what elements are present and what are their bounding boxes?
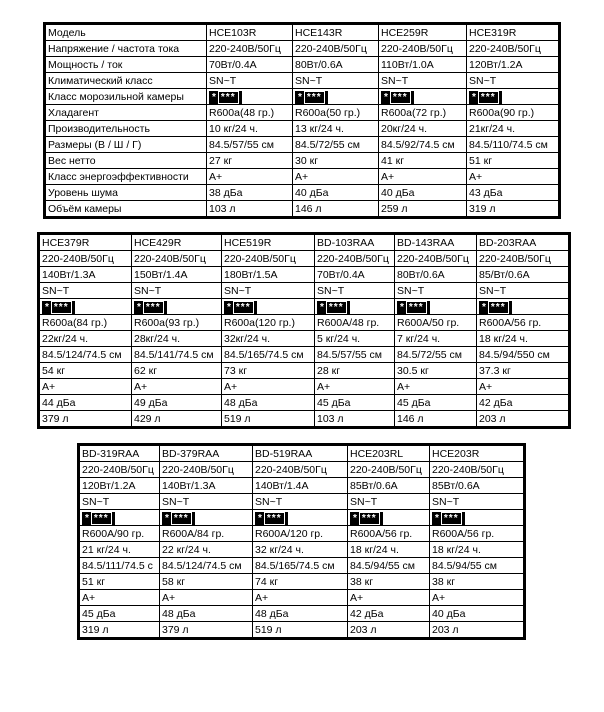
freezer-class-badge: [253, 510, 348, 526]
spec-cell: 21 кг/24 ч.: [79, 542, 160, 558]
row-label: Вес нетто: [45, 153, 207, 169]
spec-cell: 85Вт/0.6А: [348, 478, 430, 494]
spec-cell: 42 дБа: [477, 395, 570, 411]
freezer-class-badge: [348, 510, 430, 526]
spec-cell: SN~T: [253, 494, 348, 510]
spec-cell: A+: [79, 590, 160, 606]
spec-cell: R600A/56 гр.: [477, 315, 570, 331]
spec-cell: 32 кг/24 ч.: [253, 542, 348, 558]
table-row: [45, 73, 560, 89]
spec-cell: 319 л: [467, 201, 560, 218]
freezer-class-badge: [430, 510, 525, 526]
freezer-class-badge: [39, 299, 132, 315]
freezer-class-badge: [395, 299, 477, 315]
table-row: [79, 590, 525, 606]
spec-cell: R600A/56 гр.: [430, 526, 525, 542]
spec-cell: R600a(90 гр.): [467, 105, 560, 121]
row-label: Напряжение / частота тока: [45, 41, 207, 57]
spec-cell: 22 кг/24 ч.: [160, 542, 253, 558]
spec-cell: 13 кг/24 ч.: [293, 121, 379, 137]
spec-cell: 45 дБа: [315, 395, 395, 411]
table-row: [45, 89, 560, 105]
spec-cell: 22кг/24 ч.: [39, 331, 132, 347]
table-row: [45, 153, 560, 169]
spec-cell: 48 дБа: [253, 606, 348, 622]
spec-cell: 45 дБа: [79, 606, 160, 622]
spec-cell: 20кг/24 ч.: [379, 121, 467, 137]
spec-cell: 220-240В/50Гц: [160, 462, 253, 478]
spec-cell: SN~T: [430, 494, 525, 510]
spec-cell: SN~T: [207, 73, 293, 89]
spec-cell: 18 кг/24 ч.: [430, 542, 525, 558]
spec-cell: 85/Вт/0.6А: [477, 267, 570, 283]
spec-cell: 84.5/94/550 см: [477, 347, 570, 363]
spec-cell: 85Вт/0.6А: [430, 478, 525, 494]
spec-cell: SN~T: [132, 283, 222, 299]
spec-cell: A+: [160, 590, 253, 606]
table-row: [39, 411, 570, 428]
row-label: Мощность / ток: [45, 57, 207, 73]
spec-cell: HCE143R: [293, 24, 379, 41]
spec-cell: 30 кг: [293, 153, 379, 169]
spec-cell: 379 л: [160, 622, 253, 639]
spec-cell: 18 кг/24 ч.: [348, 542, 430, 558]
spec-cell: A+: [395, 379, 477, 395]
spec-cell: 220-240В/50Гц: [79, 462, 160, 478]
freezer-star-icon: * ***: [134, 301, 167, 314]
spec-cell: R600A/50 гр.: [395, 315, 477, 331]
row-label: Класс энергоэффективности: [45, 169, 207, 185]
table-row: [45, 105, 560, 121]
spec-cell: 84.5/72/55 см: [395, 347, 477, 363]
spec-cell: 38 дБа: [207, 185, 293, 201]
spec-cell: 41 кг: [379, 153, 467, 169]
spec-cell: 84.5/141/74.5 см: [132, 347, 222, 363]
spec-cell: 84.5/57/55 см: [207, 137, 293, 153]
freezer-star-icon: * ***: [350, 512, 383, 525]
spec-cell: 84.5/57/55 см: [315, 347, 395, 363]
table-row: [45, 41, 560, 57]
spec-cell: HCE319R: [467, 24, 560, 41]
spec-cell: 84.5/110/74.5 см: [467, 137, 560, 153]
spec-cell: 220-240В/50Гц: [395, 251, 477, 267]
freezer-star-icon: * ***: [255, 512, 288, 525]
spec-cell: R600a(50 гр.): [293, 105, 379, 121]
freezer-star-icon: * ***: [432, 512, 465, 525]
spec-cell: R600A/56 гр.: [348, 526, 430, 542]
spec-cell: 54 кг: [39, 363, 132, 379]
spec-cell: 62 кг: [132, 363, 222, 379]
spec-cell: 84.5/92/74.5 см: [379, 137, 467, 153]
spec-cell: 40 дБа: [430, 606, 525, 622]
spec-cell: 45 дБа: [395, 395, 477, 411]
freezer-star-icon: * ***: [209, 91, 242, 104]
spec-cell: 220-240В/50Гц: [222, 251, 315, 267]
spec-cell: HCE429R: [132, 234, 222, 251]
row-label: Размеры (В / Ш / Г): [45, 137, 207, 153]
spec-cell: 146 л: [293, 201, 379, 218]
spec-cell: BD-519RAA: [253, 445, 348, 462]
spec-cell: R600A/48 гр.: [315, 315, 395, 331]
row-label: Объём камеры: [45, 201, 207, 218]
spec-cell: 32кг/24 ч.: [222, 331, 315, 347]
spec-cell: A+: [207, 169, 293, 185]
table-row: [79, 445, 525, 462]
spec-cell: SN~T: [467, 73, 560, 89]
spec-cell: 38 кг: [430, 574, 525, 590]
spec-cell: 48 дБа: [222, 395, 315, 411]
spec-cell: 429 л: [132, 411, 222, 428]
table-row: [79, 478, 525, 494]
spec-cell: R600a(93 гр.): [132, 315, 222, 331]
spec-cell: HCE379R: [39, 234, 132, 251]
spec-cell: 103 л: [315, 411, 395, 428]
table-row: [79, 494, 525, 510]
spec-cell: 203 л: [348, 622, 430, 639]
spec-cell: 80Вт/0.6А: [293, 57, 379, 73]
spec-cell: 70Вт/0.4А: [207, 57, 293, 73]
spec-cell: 74 кг: [253, 574, 348, 590]
spec-cell: 44 дБа: [39, 395, 132, 411]
spec-cell: 140Вт/1.3А: [160, 478, 253, 494]
spec-cell: 21кг/24 ч.: [467, 121, 560, 137]
spec-cell: 84.5/165/74.5 см: [253, 558, 348, 574]
table-row: [45, 121, 560, 137]
freezer-star-icon: * ***: [397, 301, 430, 314]
table-row: [79, 558, 525, 574]
spec-cell: 220-240В/50Гц: [293, 41, 379, 57]
spec-cell: BD-203RAA: [477, 234, 570, 251]
spec-cell: 42 дБа: [348, 606, 430, 622]
table-row: [45, 57, 560, 73]
spec-cell: A+: [315, 379, 395, 395]
freezer-star-icon: * ***: [82, 512, 115, 525]
spec-cell: 84.5/72/55 см: [293, 137, 379, 153]
spec-cell: 203 л: [477, 411, 570, 428]
spec-cell: 5 кг/24 ч.: [315, 331, 395, 347]
freezer-class-badge: [222, 299, 315, 315]
table-row: [45, 137, 560, 153]
spec-cell: 10 кг/24 ч.: [207, 121, 293, 137]
spec-cell: BD-143RAA: [395, 234, 477, 251]
spec-cell: 220-240В/50Гц: [430, 462, 525, 478]
spec-cell: 51 кг: [79, 574, 160, 590]
freezer-class-badge: [467, 89, 560, 105]
spec-cell: 28кг/24 ч.: [132, 331, 222, 347]
freezer-star-icon: * ***: [381, 91, 414, 104]
spec-cell: A+: [253, 590, 348, 606]
spec-cell: HCE103R: [207, 24, 293, 41]
spec-cell: SN~T: [160, 494, 253, 510]
freezer-star-icon: * ***: [42, 301, 75, 314]
spec-cell: SN~T: [222, 283, 315, 299]
spec-cell: A+: [477, 379, 570, 395]
freezer-star-icon: * ***: [224, 301, 257, 314]
spec-cell: BD-103RAA: [315, 234, 395, 251]
table-row: [39, 234, 570, 251]
spec-cell: 220-240В/50Гц: [315, 251, 395, 267]
spec-cell: 220-240В/50Гц: [467, 41, 560, 57]
table-row: [45, 185, 560, 201]
spec-cell: 519 л: [253, 622, 348, 639]
spec-cell: 49 дБа: [132, 395, 222, 411]
spec-cell: 40 дБа: [379, 185, 467, 201]
spec-cell: HCE519R: [222, 234, 315, 251]
spec-cell: A+: [467, 169, 560, 185]
freezer-star-icon: * ***: [317, 301, 350, 314]
spec-cell: A+: [222, 379, 315, 395]
spec-cell: 220-240В/50Гц: [477, 251, 570, 267]
table-row: [39, 267, 570, 283]
freezer-class-badge: [315, 299, 395, 315]
row-label: Хладагент: [45, 105, 207, 121]
spec-cell: 84.5/94/55 см: [348, 558, 430, 574]
row-label: Производительность: [45, 121, 207, 137]
spec-cell: SN~T: [79, 494, 160, 510]
row-label: Модель: [45, 24, 207, 41]
table-row: [45, 24, 560, 41]
freezer-class-badge: [207, 89, 293, 105]
spec-cell: 58 кг: [160, 574, 253, 590]
spec-cell: 180Вт/1.5А: [222, 267, 315, 283]
freezer-star-icon: * ***: [295, 91, 328, 104]
spec-cell: HCE259R: [379, 24, 467, 41]
spec-cell: 203 л: [430, 622, 525, 639]
spec-cell: 38 кг: [348, 574, 430, 590]
spec-cell: R600a(72 гр.): [379, 105, 467, 121]
spec-cell: 40 дБа: [293, 185, 379, 201]
spec-cell: HCE203R: [430, 445, 525, 462]
spec-cell: 220-240В/50Гц: [39, 251, 132, 267]
freezer-class-badge: [79, 510, 160, 526]
spec-cell: 120Вт/1.2А: [79, 478, 160, 494]
row-label: Класс морозильной камеры: [45, 89, 207, 105]
spec-cell: 43 дБа: [467, 185, 560, 201]
spec-cell: 140Вт/1.4А: [253, 478, 348, 494]
table-row: [79, 622, 525, 639]
spec-cell: 319 л: [79, 622, 160, 639]
spec-cell: SN~T: [315, 283, 395, 299]
spec-cell: 150Вт/1.4А: [132, 267, 222, 283]
spec-cell: 7 кг/24 ч.: [395, 331, 477, 347]
spec-cell: 28 кг: [315, 363, 395, 379]
spec-cell: HCE203RL: [348, 445, 430, 462]
row-label: Климатический класс: [45, 73, 207, 89]
table-row: [39, 379, 570, 395]
table-row: [79, 606, 525, 622]
spec-cell: 519 л: [222, 411, 315, 428]
table-row: [45, 169, 560, 185]
spec-cell: 220-240В/50Гц: [132, 251, 222, 267]
spec-cell: 103 л: [207, 201, 293, 218]
spec-cell: 51 кг: [467, 153, 560, 169]
row-label: Уровень шума: [45, 185, 207, 201]
spec-cell: A+: [132, 379, 222, 395]
table-row: [39, 395, 570, 411]
table-row: [79, 462, 525, 478]
spec-cell: 18 кг/24 ч.: [477, 331, 570, 347]
freezer-class-badge: [132, 299, 222, 315]
spec-table-3: [77, 443, 526, 640]
freezer-star-icon: * ***: [479, 301, 512, 314]
spec-cell: 379 л: [39, 411, 132, 428]
freezer-class-badge: [160, 510, 253, 526]
table-row: [39, 299, 570, 315]
spec-cell: 84.5/124/74.5 см: [39, 347, 132, 363]
spec-cell: 48 дБа: [160, 606, 253, 622]
spec-table-1: [43, 22, 561, 219]
table-row: [79, 510, 525, 526]
spec-cell: A+: [39, 379, 132, 395]
spec-cell: SN~T: [379, 73, 467, 89]
freezer-class-badge: [477, 299, 570, 315]
table-row: [79, 526, 525, 542]
spec-cell: 110Вт/1.0А: [379, 57, 467, 73]
table-row: [39, 315, 570, 331]
spec-cell: 80Вт/0.6А: [395, 267, 477, 283]
spec-cell: R600A/84 гр.: [160, 526, 253, 542]
spec-cell: R600a(120 гр.): [222, 315, 315, 331]
spec-cell: 146 л: [395, 411, 477, 428]
spec-cell: A+: [348, 590, 430, 606]
spec-cell: SN~T: [293, 73, 379, 89]
table-row: [79, 542, 525, 558]
spec-table-2: [37, 232, 571, 429]
spec-cell: 30.5 кг: [395, 363, 477, 379]
spec-cell: 27 кг: [207, 153, 293, 169]
spec-cell: SN~T: [477, 283, 570, 299]
spec-cell: 259 л: [379, 201, 467, 218]
spec-cell: 84.5/94/55 см: [430, 558, 525, 574]
spec-cell: A+: [430, 590, 525, 606]
spec-cell: A+: [293, 169, 379, 185]
table-row: [79, 574, 525, 590]
table-row: [39, 363, 570, 379]
spec-cell: 37.3 кг: [477, 363, 570, 379]
spec-cell: 220-240В/50Гц: [207, 41, 293, 57]
spec-cell: SN~T: [395, 283, 477, 299]
table-row: [39, 283, 570, 299]
table-row: [39, 331, 570, 347]
freezer-star-icon: * ***: [162, 512, 195, 525]
table-row: [45, 201, 560, 218]
spec-cell: 73 кг: [222, 363, 315, 379]
spec-cell: 140Вт/1.3А: [39, 267, 132, 283]
spec-cell: 84.5/111/74.5 с: [79, 558, 160, 574]
spec-cell: R600a(48 гр.): [207, 105, 293, 121]
spec-cell: R600A/90 гр.: [79, 526, 160, 542]
spec-cell: BD-319RAA: [79, 445, 160, 462]
spec-cell: 70Вт/0.4А: [315, 267, 395, 283]
spec-cell: 220-240В/50Гц: [253, 462, 348, 478]
spec-cell: A+: [379, 169, 467, 185]
spec-cell: SN~T: [348, 494, 430, 510]
freezer-star-icon: * ***: [469, 91, 502, 104]
spec-cell: R600A/120 гр.: [253, 526, 348, 542]
spec-cell: 220-240В/50Гц: [348, 462, 430, 478]
freezer-class-badge: [293, 89, 379, 105]
spec-cell: 220-240В/50Гц: [379, 41, 467, 57]
spec-cell: SN~T: [39, 283, 132, 299]
spec-cell: R600a(84 гр.): [39, 315, 132, 331]
table-row: [39, 347, 570, 363]
table-row: [39, 251, 570, 267]
spec-cell: BD-379RAA: [160, 445, 253, 462]
freezer-class-badge: [379, 89, 467, 105]
spec-cell: 120Вт/1.2А: [467, 57, 560, 73]
spec-cell: 84.5/165/74.5 см: [222, 347, 315, 363]
spec-cell: 84.5/124/74.5 см: [160, 558, 253, 574]
